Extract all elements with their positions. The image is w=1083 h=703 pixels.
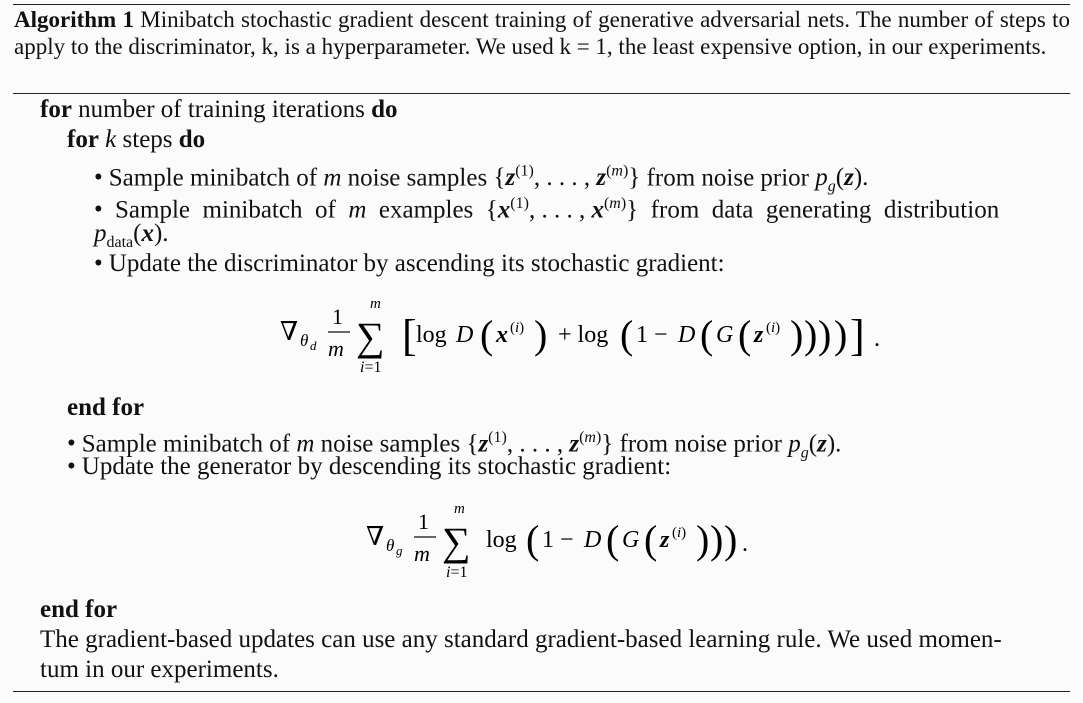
generator-gradient-equation [366,495,786,593]
svg-text:(: ( [606,517,620,562]
inner-for-keyword: for [67,126,99,153]
svg-text:): ) [804,312,818,357]
bullet1-set: {$z^{(1)}$, . . . , $z^{(m)}$} [493,163,641,192]
inner-for-line [67,125,205,155]
svg-text:): ) [534,312,548,357]
bullet-icon: • [94,250,103,277]
svg-text:(: ( [700,312,714,357]
svg-text:∑: ∑ [356,314,385,359]
inner-do-keyword: do [178,126,206,153]
svg-text:g: g [396,543,403,558]
bullet1-m: m [323,164,342,192]
bullet5-text: Update the generator by descending its stochastic gradient: [81,453,672,480]
bullet1-post: from noise prior [640,164,816,192]
svg-text:i=1: i=1 [360,359,382,376]
svg-text:θ: θ [386,536,395,555]
svg-text:m: m [414,541,430,566]
svg-text:log: log [416,322,447,348]
svg-text:(: ( [526,517,540,562]
svg-text:z: z [754,322,764,348]
svg-text:1: 1 [332,304,343,329]
caption-rule [13,93,1070,94]
bullet1-pre: Sample minibatch of [108,164,324,192]
bullet-icon: • [67,453,76,480]
for-keyword: for [40,96,72,123]
svg-text:G: G [716,322,734,348]
bullet-update-generator [67,452,671,482]
inner-end-for-keyword: end for [67,394,145,421]
svg-text:1: 1 [418,509,429,534]
caption-text: Minibatch stochastic gradient descent training of generative adversarial nets. The number of steps to apply to the discriminator, k, is a hyperparameter. We used k = 1, the least expensive option, in our experiments. [14,7,1070,59]
svg-text:G: G [622,527,640,553]
footer-text: The gradient-based updates can use any standard gradient-based learning rule. We used momen- tum in our experiments. [40,626,1002,683]
svg-text:D: D [678,322,696,348]
svg-text:m: m [370,296,381,312]
svg-text:1 −: 1 − [636,322,668,348]
inner-for-var: k [105,126,117,153]
svg-text:θ: θ [300,331,309,350]
svg-text:(: ( [620,312,634,357]
svg-text:m: m [328,336,344,361]
svg-text:∇: ∇ [366,522,385,551]
svg-text:D: D [584,527,602,553]
svg-text:+ log: + log [558,322,609,348]
svg-text:): ) [834,312,848,357]
svg-text:(i): (i) [672,525,687,541]
svg-text:i=1: i=1 [446,564,468,581]
svg-text:): ) [790,312,804,357]
bullet1-mid: noise samples [341,164,494,192]
svg-text:∇: ∇ [280,317,299,346]
svg-text:d: d [310,338,317,353]
svg-text:(: ( [644,517,658,562]
outer-end-for-keyword: end for [40,596,118,623]
svg-text:x: x [496,322,508,348]
bullet1-prior: $p_g(z)$. [815,164,869,196]
outer-for-text: number of training iterations [71,96,372,123]
svg-text:[: [ [402,311,417,360]
outer-end-for-line [40,595,117,625]
svg-text:(: ( [480,312,494,357]
top-rule [13,4,1070,5]
inner-end-for-line [67,393,144,423]
bottom-rule [13,691,1070,692]
svg-text:log: log [486,527,517,553]
svg-text:): ) [818,312,832,357]
outer-for-line [40,95,398,125]
svg-text:D: D [456,322,474,348]
bullet-sample-data: • Sample minibatch of m examples {$x^{(1)}$, . . . , $x^{(m)}$} from data generating distribution [94,195,1000,224]
svg-text:.: . [742,531,748,557]
svg-text:z: z [660,527,670,553]
inner-for-text: steps [116,126,179,153]
svg-text:): ) [724,517,738,562]
bullet2-continuation: $p_{data}(x)$. [94,220,169,251]
svg-text:(i): (i) [766,320,781,336]
bullet-icon: • [94,196,103,224]
svg-text:(i): (i) [510,320,525,336]
bullet-icon: • [94,164,103,192]
svg-text:]: ] [850,311,865,360]
bullet-icon: • [67,430,76,458]
svg-text:): ) [710,517,724,562]
bullet-update-discriminator [94,249,725,279]
do-keyword: do [371,96,398,123]
svg-text:m: m [454,501,465,517]
svg-text:.: . [874,326,880,352]
svg-text:∑: ∑ [442,519,471,564]
bullet-sample-noise-2: • Sample minibatch of m noise samples {$z^{(1)}$, . . . , $z^{(m)}$} from noise prior $p_g(z)$. [67,429,842,462]
svg-text:1 −: 1 − [542,527,574,553]
bullet3-text: Update the discriminator by ascending its stochastic gradient: [108,250,725,277]
algorithm-caption [14,6,1070,60]
discriminator-gradient-equation [280,290,900,388]
svg-text:(: ( [738,312,752,357]
algorithm-label: Algorithm 1 [14,7,134,32]
svg-text:): ) [696,517,710,562]
